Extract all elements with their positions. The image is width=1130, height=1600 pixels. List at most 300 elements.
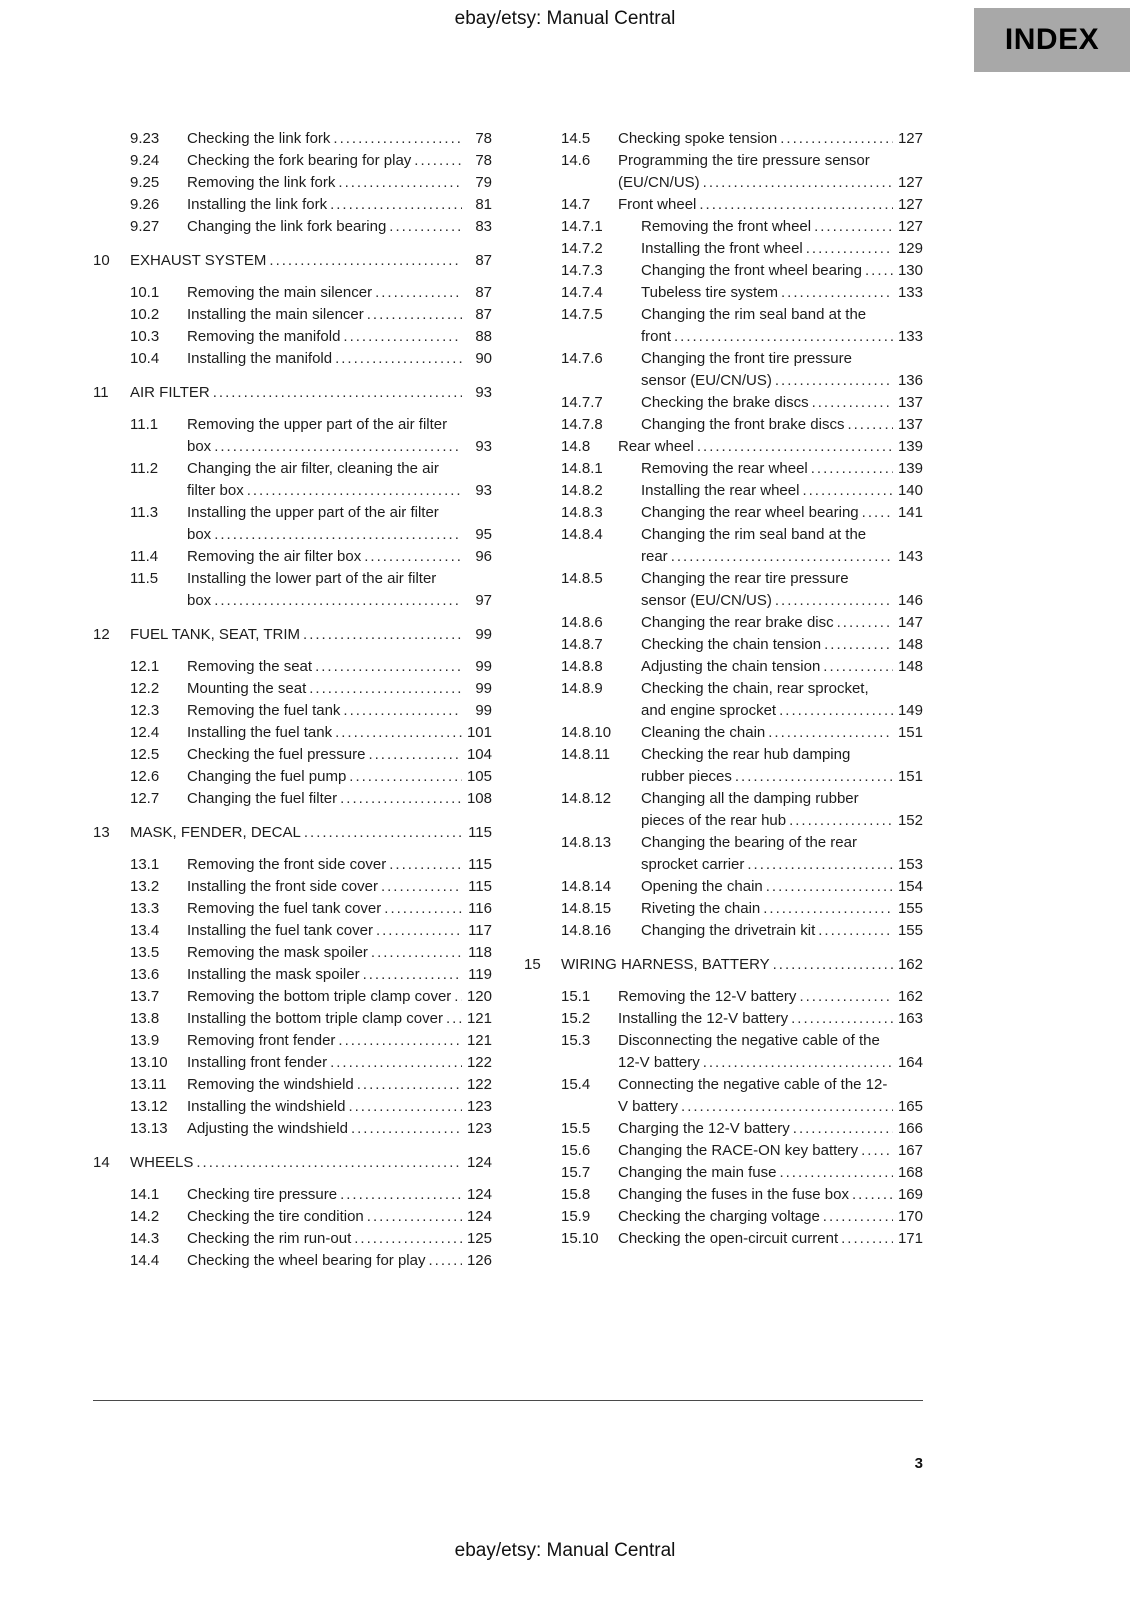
toc-entry-number: 15.3 — [561, 1032, 591, 1049]
toc-entry-title-cell — [187, 942, 462, 964]
toc-entry — [561, 1162, 923, 1184]
toc-entry-number: 14.7.7 — [561, 394, 603, 411]
toc-entry-title-cell — [187, 348, 462, 370]
toc-entry-number: 13.11 — [130, 1076, 167, 1093]
toc-entry-title: Riveting the chain ..... — [641, 900, 760, 917]
toc-entry — [561, 920, 923, 942]
toc-entry-title-cell — [641, 744, 893, 788]
toc-entry-number: 15.5 — [561, 1120, 591, 1137]
toc-entry — [130, 766, 492, 788]
toc-entry-title-cell — [187, 150, 462, 172]
toc-entry-number: 14.8.9 — [561, 680, 603, 697]
toc-entry-title: Checking the open-circuit current ..... — [618, 1230, 838, 1247]
toc-entry-number: 14.8.13 — [561, 834, 612, 851]
toc-entry-number: 14.8 — [561, 438, 591, 455]
toc-entry — [561, 656, 923, 678]
toc-entry-page: 81 — [475, 196, 492, 213]
toc-entry-page: 169 — [897, 1186, 923, 1203]
toc-entry-number: 9.26 — [130, 196, 160, 213]
toc-entry — [524, 954, 923, 976]
toc-entry — [561, 524, 923, 568]
toc-entry — [561, 238, 923, 260]
toc-entry-title: Changing the fuel pump ..... — [187, 768, 346, 785]
toc-entry-title-cell — [187, 744, 462, 766]
toc-entry — [561, 744, 923, 788]
toc-entry-page: 170 — [897, 1208, 923, 1225]
toc-entry-title: Checking spoke tension ..... — [618, 130, 777, 147]
toc-entry — [561, 568, 923, 612]
toc-entry — [130, 304, 492, 326]
toc-entry-title: Checking the link fork ..... — [187, 130, 330, 147]
toc-entry-number: 14.7.5 — [561, 306, 603, 323]
toc-entry-page: 133 — [897, 328, 923, 345]
toc-entry-page: 141 — [897, 504, 923, 521]
toc-entry-page: 115 — [468, 878, 492, 895]
toc-entry-title-cell — [187, 766, 462, 788]
toc-entry-title: Installing the fuel tank ..... — [187, 724, 332, 741]
toc-entry — [561, 788, 923, 832]
toc-entry-page: 90 — [475, 350, 492, 367]
toc-entry-page: 155 — [897, 922, 923, 939]
toc-entry — [561, 304, 923, 348]
toc-entry-title: WHEELS ..... — [130, 1154, 193, 1171]
toc-entry-title: Removing the air filter box ..... — [187, 548, 361, 565]
toc-entry-title: Checking the chain, rear sprocket, and engine sprocket ..... — [641, 680, 869, 719]
toc-entry-title-cell — [618, 1008, 893, 1030]
toc-entry-title-cell — [187, 1008, 462, 1030]
toc-entry-title-cell — [187, 326, 462, 348]
toc-entry-title: Checking tire pressure ..... — [187, 1186, 337, 1203]
toc-entry — [130, 1118, 492, 1140]
toc-entry-page: 166 — [897, 1120, 923, 1137]
toc-entry-page: 93 — [475, 482, 492, 499]
toc-entry-page: 133 — [897, 284, 923, 301]
toc-entry-page: 88 — [475, 328, 492, 345]
toc-entry-title: Checking the rim run-out ..... — [187, 1230, 351, 1247]
toc-entry — [130, 942, 492, 964]
toc-entry-number: 14.8.10 — [561, 724, 612, 741]
toc-entry-page: 121 — [466, 1032, 492, 1049]
toc-entry-title: Opening the chain ..... — [641, 878, 763, 895]
toc-entry-title: Installing the 12-V battery ..... — [618, 1010, 788, 1027]
toc-entry-title: Removing the upper part of the air filter box ..... — [187, 416, 447, 455]
toc-entry-number: 14.2 — [130, 1208, 160, 1225]
toc-entry — [93, 624, 492, 646]
toc-entry-number: 12.5 — [130, 746, 160, 763]
toc-entry-page: 148 — [897, 658, 923, 675]
toc-entry-number: 15.8 — [561, 1186, 591, 1203]
toc-entry-page: 153 — [897, 856, 923, 873]
toc-entry-title-cell — [641, 788, 893, 832]
toc-entry — [130, 1096, 492, 1118]
toc-entry-page: 118 — [468, 944, 492, 961]
toc-entry — [561, 1228, 923, 1250]
toc-entry-number: 12 — [93, 626, 110, 643]
toc-entry-number: 14.3 — [130, 1230, 160, 1247]
toc-entry-number: 14.8.2 — [561, 482, 603, 499]
toc-entry-title: Changing the front wheel bearing ..... — [641, 262, 862, 279]
toc-entry-title: Programming the tire pressure sensor (EU/CN/US) ..... — [618, 152, 870, 191]
toc-entry-number: 14.8.6 — [561, 614, 603, 631]
toc-entry-title-cell — [187, 1206, 462, 1228]
toc-entry-title-cell — [641, 920, 893, 942]
toc-entry — [561, 458, 923, 480]
toc-entry-title-cell — [187, 172, 462, 194]
toc-entry — [93, 822, 492, 844]
toc-entry — [130, 1184, 492, 1206]
toc-entry-page: 143 — [897, 548, 923, 565]
toc-entry-number: 14.4 — [130, 1252, 160, 1269]
toc-entry-title-cell — [130, 624, 462, 646]
toc-entry-page: 165 — [897, 1098, 923, 1115]
toc-entry-title: Installing the front wheel ..... — [641, 240, 803, 257]
toc-entry-number: 12.3 — [130, 702, 160, 719]
toc-entry — [561, 414, 923, 436]
toc-entry — [561, 1118, 923, 1140]
toc-entry-number: 11.3 — [130, 504, 159, 521]
toc-entry-number: 14.8.4 — [561, 526, 603, 543]
toc-entry-page: 87 — [475, 252, 492, 269]
toc-entry — [561, 898, 923, 920]
toc-entry-title-cell — [187, 898, 462, 920]
toc-entry-title-cell — [641, 568, 893, 612]
toc-entry-title: Changing the front brake discs ..... — [641, 416, 844, 433]
toc-entry-page: 154 — [897, 878, 923, 895]
toc-entry-page: 129 — [897, 240, 923, 257]
toc-entry-page: 104 — [466, 746, 492, 763]
toc-entry-title: Checking the charging voltage ..... — [618, 1208, 820, 1225]
toc-entry-title-cell — [618, 1206, 893, 1228]
toc-entry-number: 12.1 — [130, 658, 160, 675]
toc-entry-title-cell — [187, 502, 462, 546]
toc-entry-title: MASK, FENDER, DECAL ..... — [130, 824, 301, 841]
toc-entry-title: Removing front fender ..... — [187, 1032, 335, 1049]
toc-entry-number: 14.8.8 — [561, 658, 603, 675]
toc-entry-title-cell — [187, 1228, 462, 1250]
toc-entry — [130, 1030, 492, 1052]
toc-entry-number: 14.6 — [561, 152, 591, 169]
toc-entry-page: 99 — [475, 626, 492, 643]
toc-entry-title-cell — [187, 1074, 462, 1096]
toc-entry — [561, 722, 923, 744]
toc-entry-number: 9.23 — [130, 130, 160, 147]
toc-entry-title: FUEL TANK, SEAT, TRIM ..... — [130, 626, 300, 643]
toc-entry-number: 15.9 — [561, 1208, 591, 1225]
toc-entry-title: Installing the upper part of the air filter box ..... — [187, 504, 439, 543]
toc-entry-page: 137 — [897, 416, 923, 433]
toc-entry-page: 93 — [475, 438, 492, 455]
toc-entry-title-cell — [641, 304, 893, 348]
toc-entry — [130, 1250, 492, 1272]
toc-entry-page: 117 — [468, 922, 492, 939]
toc-entry — [130, 920, 492, 942]
toc-entry-title-cell — [618, 436, 893, 458]
toc-entry — [561, 392, 923, 414]
toc-entry-title-cell — [618, 1074, 893, 1118]
toc-entry-title: Installing the main silencer ..... — [187, 306, 364, 323]
toc-entry-title-cell — [618, 150, 893, 194]
toc-entry-title: Removing the mask spoiler ..... — [187, 944, 368, 961]
toc-entry-page: 83 — [475, 218, 492, 235]
toc-entry-number: 9.25 — [130, 174, 160, 191]
toc-entry-title-cell — [641, 832, 893, 876]
toc-entry-title: Removing the windshield ..... — [187, 1076, 354, 1093]
toc-entry-title: Changing the rim seal band at the front ..... — [641, 306, 866, 345]
toc-entry-page: 140 — [897, 482, 923, 499]
toc-entry-page: 78 — [475, 130, 492, 147]
toc-entry-page: 137 — [897, 394, 923, 411]
toc-entry-page: 95 — [475, 526, 492, 543]
toc-entry-title-cell — [130, 1152, 462, 1174]
toc-entry-page: 122 — [466, 1054, 492, 1071]
toc-entry-page: 126 — [466, 1252, 492, 1269]
toc-entry-number: 11.4 — [130, 548, 159, 565]
toc-entry — [130, 788, 492, 810]
toc-entry-title: Adjusting the windshield ..... — [187, 1120, 348, 1137]
toc-entry-number: 13.6 — [130, 966, 160, 983]
toc-entry-number: 10.2 — [130, 306, 160, 323]
toc-entry — [130, 414, 492, 458]
toc-entry-title: Installing the windshield ..... — [187, 1098, 345, 1115]
toc-entry-page: 127 — [897, 174, 923, 191]
toc-entry-number: 13.8 — [130, 1010, 160, 1027]
toc-entry-number: 14.5 — [561, 130, 591, 147]
toc-entry-title-cell — [618, 1184, 893, 1206]
toc-entry-title-cell — [618, 194, 893, 216]
toc-entry-title-cell — [561, 954, 893, 976]
toc-entry-title-cell — [618, 1162, 893, 1184]
toc-entry — [561, 1030, 923, 1074]
toc-entry-title: Changing all the damping rubber pieces of the rear hub ..... — [641, 790, 859, 829]
toc-entry — [561, 216, 923, 238]
toc-entry — [561, 1008, 923, 1030]
toc-entry-title-cell — [187, 788, 462, 810]
toc-entry-title: AIR FILTER ..... — [130, 384, 210, 401]
toc-entry-page: 99 — [475, 680, 492, 697]
toc-entry-number: 14.8.12 — [561, 790, 612, 807]
toc-entry — [130, 1008, 492, 1030]
toc-entry — [93, 1152, 492, 1174]
toc-entry-title: Checking the rear hub damping rubber pieces ..... — [641, 746, 850, 785]
toc-entry-page: 162 — [897, 988, 923, 1005]
toc-entry — [561, 480, 923, 502]
toc-entry-title-cell — [641, 238, 893, 260]
toc-entry-page: 124 — [466, 1186, 492, 1203]
toc-entry-page: 116 — [468, 900, 492, 917]
toc-entry-page: 127 — [897, 196, 923, 213]
toc-entry-number: 13.7 — [130, 988, 160, 1005]
toc-entry-number: 15.7 — [561, 1164, 591, 1181]
toc-entry — [130, 700, 492, 722]
toc-entry-number: 13.12 — [130, 1098, 168, 1115]
toc-entry-title-cell — [187, 1030, 462, 1052]
toc-entry-title-cell — [130, 382, 462, 404]
footer-divider — [93, 1400, 923, 1401]
toc-entry-page: 139 — [897, 460, 923, 477]
toc-entry-number: 13.13 — [130, 1120, 168, 1137]
toc-entry — [561, 678, 923, 722]
toc-entry-title: Changing the rear brake disc ..... — [641, 614, 834, 631]
toc-entry-number: 11.5 — [130, 570, 159, 587]
toc-entry-title-cell — [641, 392, 893, 414]
toc-entry-page: 87 — [475, 306, 492, 323]
toc-entry — [130, 194, 492, 216]
toc-entry-page: 119 — [468, 966, 492, 983]
toc-entry — [130, 546, 492, 568]
toc-entry-title-cell — [641, 634, 893, 656]
toc-entry-page: 127 — [897, 218, 923, 235]
toc-entry-title: Removing the front side cover ..... — [187, 856, 386, 873]
toc-entry-title: EXHAUST SYSTEM ..... — [130, 252, 266, 269]
toc-entry-title: Disconnecting the negative cable of the 12-V battery ..... — [618, 1032, 880, 1071]
toc-entry-number: 12.2 — [130, 680, 160, 697]
toc-entry-number: 14 — [93, 1154, 110, 1171]
toc-entry-title-cell — [618, 986, 893, 1008]
toc-entry-title-cell — [187, 986, 462, 1008]
toc-entry-title: Checking the wheel bearing for play ..... — [187, 1252, 425, 1269]
header-watermark: ebay/etsy: Manual Central — [454, 8, 676, 29]
toc-entry-title: Changing the main fuse ..... — [618, 1164, 776, 1181]
toc-entry-number: 13.5 — [130, 944, 160, 961]
toc-entry-title: Mounting the seat ..... — [187, 680, 306, 697]
toc-entry-title: Installing the bottom triple clamp cover ..... — [187, 1010, 443, 1027]
toc-entry — [130, 282, 492, 304]
toc-entry-title: Installing the manifold ..... — [187, 350, 332, 367]
toc-entry-page: 93 — [475, 384, 492, 401]
toc-entry — [130, 1206, 492, 1228]
toc-entry — [561, 128, 923, 150]
toc-entry — [130, 348, 492, 370]
toc-entry-title-cell — [641, 480, 893, 502]
toc-entry-title: Removing the 12-V battery ..... — [618, 988, 796, 1005]
toc-entry-number: 15.4 — [561, 1076, 591, 1093]
toc-entry-title: Charging the 12-V battery ..... — [618, 1120, 790, 1137]
toc-entry-title: Adjusting the chain tension ..... — [641, 658, 820, 675]
index-header-box — [974, 8, 1130, 72]
toc-entry-page: 155 — [897, 900, 923, 917]
toc-entry-title-cell — [618, 1118, 893, 1140]
toc-entry-title-cell — [187, 722, 462, 744]
toc-entry-number: 14.7 — [561, 196, 591, 213]
toc-entry-title: Removing the main silencer ..... — [187, 284, 372, 301]
toc-entry-title: Installing the lower part of the air filter box ..... — [187, 570, 436, 609]
toc-entry-title: Checking the chain tension ..... — [641, 636, 821, 653]
toc-entry-page: 164 — [897, 1054, 923, 1071]
toc-entry-title: Changing the bearing of the rear sprocket carrier ..... — [641, 834, 857, 873]
toc-entry-title-cell — [187, 1184, 462, 1206]
toc-entry-title: Changing the rear tire pressure sensor (EU/CN/US) ..... — [641, 570, 849, 609]
footer-watermark: ebay/etsy: Manual Central — [454, 1540, 676, 1561]
table-of-contents — [93, 128, 923, 1272]
toc-entry-title-cell — [187, 678, 462, 700]
toc-entry-number: 14.8.11 — [561, 746, 610, 763]
toc-entry — [561, 612, 923, 634]
toc-entry-title-cell — [187, 216, 462, 238]
toc-entry-title: Installing the link fork ..... — [187, 196, 327, 213]
toc-entry — [561, 1140, 923, 1162]
toc-entry — [130, 986, 492, 1008]
toc-entry-title-cell — [641, 678, 893, 722]
toc-entry-title: Changing the link fork bearing ..... — [187, 218, 386, 235]
toc-entry-page: 124 — [466, 1154, 492, 1171]
toc-entry-title: Checking the tire condition ..... — [187, 1208, 364, 1225]
toc-entry — [561, 436, 923, 458]
toc-entry-page: 79 — [475, 174, 492, 191]
toc-entry-number: 15.1 — [561, 988, 591, 1005]
footer-page-number-row — [93, 1455, 923, 1473]
toc-entry-page: 167 — [897, 1142, 923, 1159]
toc-entry-number: 14.8.3 — [561, 504, 603, 521]
toc-entry — [130, 326, 492, 348]
toc-entry-number: 12.6 — [130, 768, 160, 785]
toc-entry-title-cell — [187, 964, 462, 986]
toc-entry-title: Changing the fuel filter ..... — [187, 790, 337, 807]
toc-entry-number: 13.1 — [130, 856, 160, 873]
toc-entry-number: 10.4 — [130, 350, 160, 367]
toc-entry — [130, 898, 492, 920]
toc-entry-title: Removing the seat ..... — [187, 658, 312, 675]
toc-entry-number: 15.2 — [561, 1010, 591, 1027]
toc-entry-page: 171 — [897, 1230, 923, 1247]
toc-entry — [561, 282, 923, 304]
toc-entry-title: Rear wheel ..... — [618, 438, 694, 455]
toc-entry-page: 105 — [466, 768, 492, 785]
toc-entry-page: 108 — [466, 790, 492, 807]
toc-entry — [561, 260, 923, 282]
toc-entry-title: Removing the fuel tank ..... — [187, 702, 340, 719]
toc-entry-page: 99 — [475, 658, 492, 675]
toc-entry-page: 151 — [897, 768, 923, 785]
toc-entry-number: 14.8.7 — [561, 636, 603, 653]
toc-entry — [130, 458, 492, 502]
toc-entry — [130, 656, 492, 678]
toc-entry-title-cell — [187, 304, 462, 326]
toc-entry-number: 9.24 — [130, 152, 160, 169]
toc-entry-title-cell — [187, 458, 462, 502]
toc-entry-page: 146 — [897, 592, 923, 609]
toc-entry-title-cell — [130, 250, 462, 272]
toc-entry-title-cell — [187, 128, 462, 150]
toc-entry-number: 11 — [93, 384, 109, 401]
toc-left-column — [93, 128, 492, 1272]
toc-entry-number: 14.8.5 — [561, 570, 603, 587]
toc-entry — [130, 150, 492, 172]
toc-entry-title-cell — [187, 414, 462, 458]
toc-entry — [130, 502, 492, 546]
toc-entry-number: 13.2 — [130, 878, 160, 895]
toc-entry-title: Removing the rear wheel ..... — [641, 460, 808, 477]
toc-entry-page: 162 — [897, 956, 923, 973]
toc-entry-page: 120 — [466, 988, 492, 1005]
toc-entry-number: 13 — [93, 824, 110, 841]
toc-entry-page: 139 — [897, 438, 923, 455]
toc-entry — [130, 722, 492, 744]
toc-entry-number: 9.27 — [130, 218, 160, 235]
toc-entry-title: Installing the front side cover ..... — [187, 878, 378, 895]
toc-entry-title-cell — [641, 348, 893, 392]
toc-entry-title: Installing front fender ..... — [187, 1054, 327, 1071]
toc-entry-title: Changing the rear wheel bearing ..... — [641, 504, 859, 521]
toc-entry-page: 124 — [466, 1208, 492, 1225]
toc-entry-title-cell — [187, 854, 462, 876]
toc-entry-title: Changing the air filter, cleaning the air filter box ..... — [187, 460, 439, 499]
toc-right-column — [524, 128, 923, 1272]
toc-entry-page: 121 — [466, 1010, 492, 1027]
toc-entry-title: Front wheel ..... — [618, 196, 696, 213]
page-number: 3 — [914, 1455, 923, 1472]
toc-entry — [561, 1206, 923, 1228]
toc-entry-page: 122 — [466, 1076, 492, 1093]
